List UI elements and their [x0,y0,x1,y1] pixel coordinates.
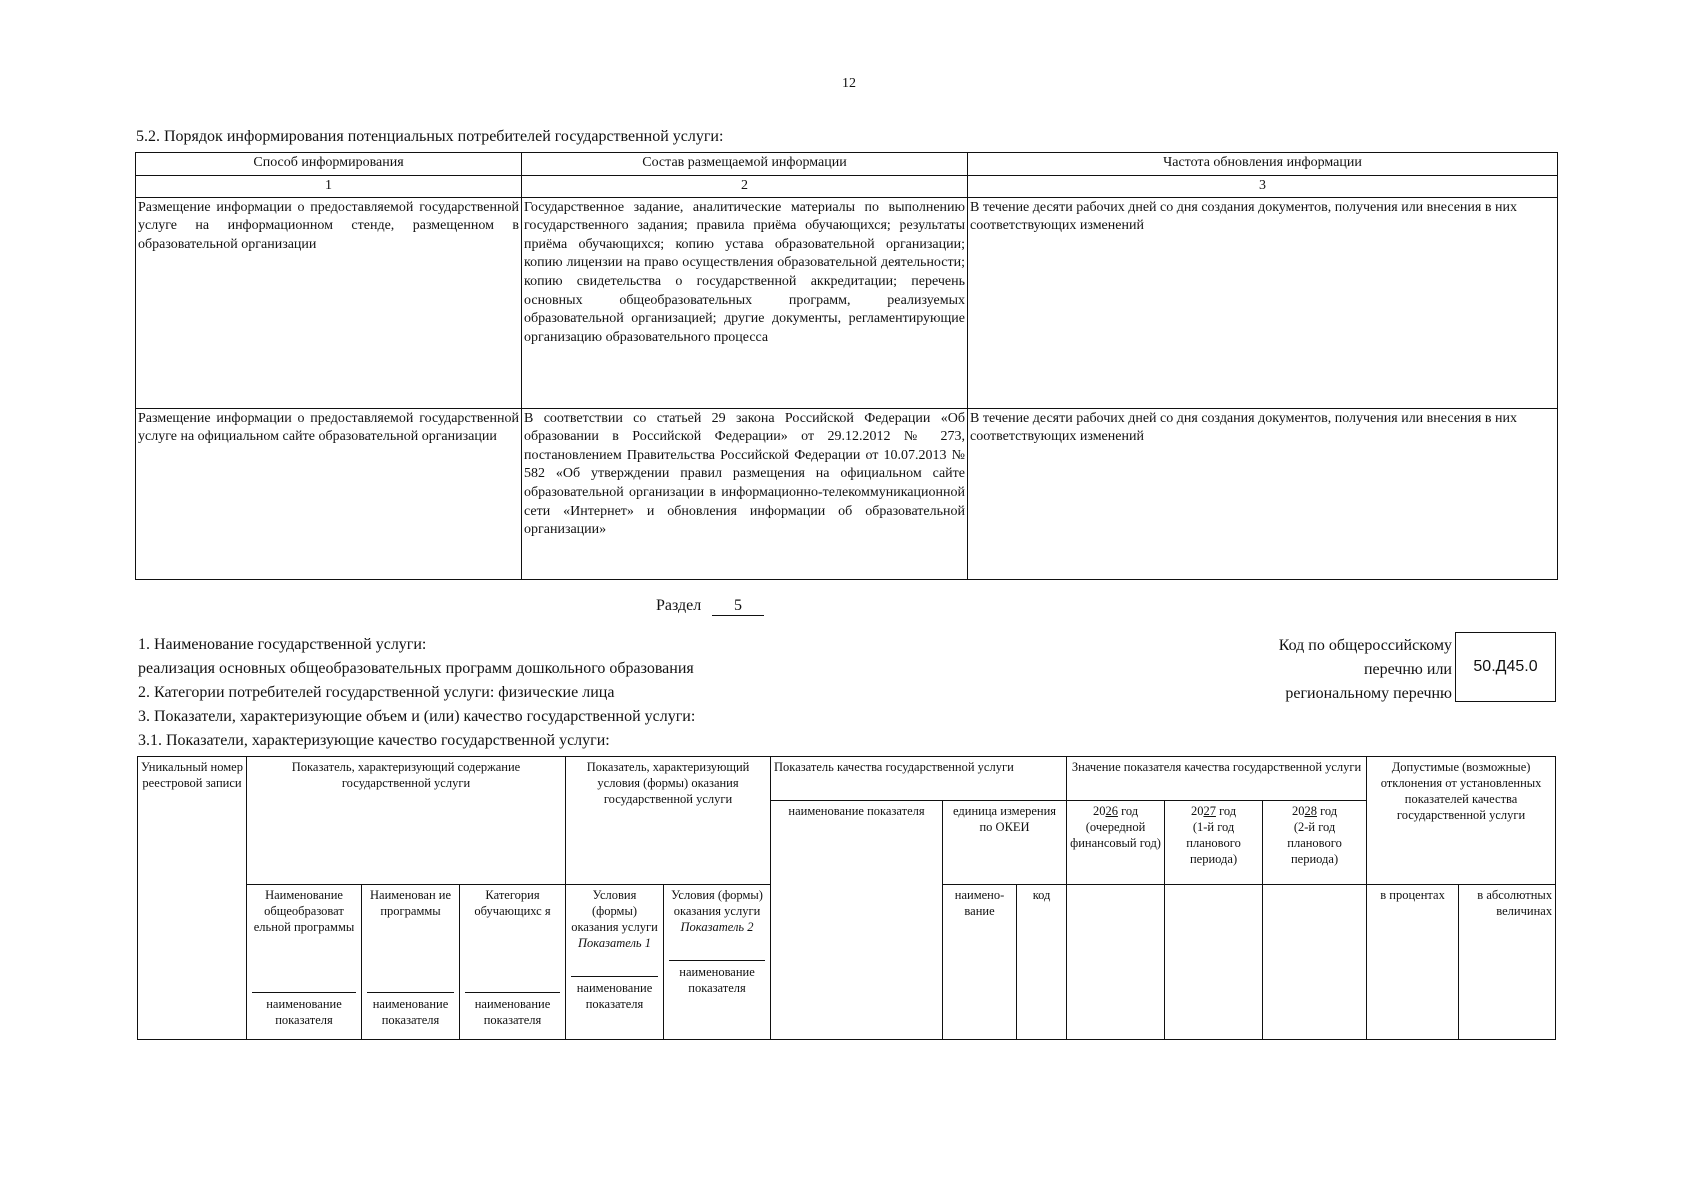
header-method: Способ информирования [136,153,522,176]
cell-content: Государственное задание, аналитические материалы по выполнению государственного задания; правила приёма обучающихся; результаты приёма обучающихся; копию устава образовательной организации; копию лицензии на право осуществления образовательной деятельности; копию свидетельства о государственной аккредитации; перечень основных общеобразовательных программ, реализуемых образовательной организацией; другие документы, регламентирующие организацию образовательного процесса [522,197,968,408]
cell-method: Размещение информации о предоставляемой государственной услуге на информационном стенде, размещенном в образовательной организации [136,197,522,408]
informing-table-header [136,153,1558,176]
header-content: Состав размещаемой информации [522,153,968,176]
col-program: Наименован ие программы наименование показателя [362,885,460,1040]
code-label [1230,634,1452,706]
service-name-heading: 1. Наименование государственной услуги: [138,636,427,653]
code-label-line: региональному перечню [1285,685,1452,702]
service-name: реализация основных общеобразовательных программ дошкольного образования [138,660,694,677]
header-frequency: Частота обновления информации [968,153,1558,176]
table-row [136,197,1558,408]
column-number: 1 [136,176,522,198]
header-indicator-name: наименование показателя [771,801,943,1040]
col-value-year-2 [1165,885,1263,1040]
col-condition-1: Условия (формы) оказания услуги Показатель 1 наименование показателя [566,885,664,1040]
col-unit-code: код [1017,885,1067,1040]
header-year-1: 2026 год (очередной финансовый год) [1067,801,1165,885]
header-quality-indicator: Показатель качества государственной услуги [771,757,1067,801]
header-deviation: Допустимые (возможные) отклонения от установленных показателей качества государственной услуги [1367,757,1556,885]
cell-frequency: В течение десяти рабочих дней со дня создания документов, получения или внесения в них соответствующих изменений [968,408,1558,579]
col-unit-name: наимено- вание [943,885,1017,1040]
page-number: 12 [842,76,856,91]
col-deviation-percent: в процентах [1367,885,1459,1040]
col-program-name: Наименование общеобразоват ельной программы наименование показателя [247,885,362,1040]
col-student-category: Категория обучающихс я наименование показателя [460,885,566,1040]
quality-header-row [138,757,1556,801]
table-row [136,408,1558,579]
col-value-year-3 [1263,885,1367,1040]
code-label-line: Код по общероссийскому [1278,637,1452,654]
header-unique-number: Уникальный номер реестровой записи [138,757,247,1040]
code-value: 50.Д45.0 [1473,658,1538,675]
section-number: 5 [712,597,764,616]
code-label-line: перечню или [1363,661,1452,678]
quality-indicators-table [137,756,1556,1040]
cell-method: Размещение информации о предоставляемой государственной услуге на официальном сайте образовательной организации [136,408,522,579]
header-content-indicator: Показатель, характеризующий содержание государственной услуги [247,757,566,885]
consumer-category: 2. Категории потребителей государственной услуги: физические лица [138,684,615,701]
section-5-2-title: 5.2. Порядок информирования потенциальных потребителей государственной услуги: [136,128,724,145]
header-year-2: 2027 год (1-й год планового периода) [1165,801,1263,885]
informing-table-numbers [136,176,1558,198]
section-label: Раздел [656,597,702,614]
header-year-3: 2028 год (2-й год планового периода) [1263,801,1367,885]
col-deviation-absolute: в абсолютных величинах [1459,885,1556,1040]
header-unit-okei: единица измерения по ОКЕИ [943,801,1067,885]
header-conditions-indicator: Показатель, характеризующий условия (формы) оказания государственной услуги [566,757,771,885]
column-number: 3 [968,176,1558,198]
informing-table [135,152,1558,580]
col-value-year-1 [1067,885,1165,1040]
header-indicator-value: Значение показателя качества государственной услуги [1067,757,1367,801]
code-value-box [1455,632,1556,702]
cell-content: В соответствии со статьей 29 закона Российской Федерации «Об образовании в Российской Федерации» от 29.12.2012 № 273, постановлением Правительства Российской Федерации от 10.07.2013 № 582 «Об утверждении правил размещения на официальном сайте образовательной организации в информационно-телекоммуникационной сети «Интернет» и обновления информации об образовательной организации» [522,408,968,579]
indicators-heading: 3. Показатели, характеризующие объем и (или) качество государственной услуги: [138,708,696,725]
quality-indicators-heading: 3.1. Показатели, характеризующие качество государственной услуги: [138,732,610,749]
column-number: 2 [522,176,968,198]
cell-frequency: В течение десяти рабочих дней со дня создания документов, получения или внесения в них соответствующих изменений [968,197,1558,408]
col-condition-2: Условия (формы) оказания услуги Показатель 2 наименование показателя [664,885,771,1040]
